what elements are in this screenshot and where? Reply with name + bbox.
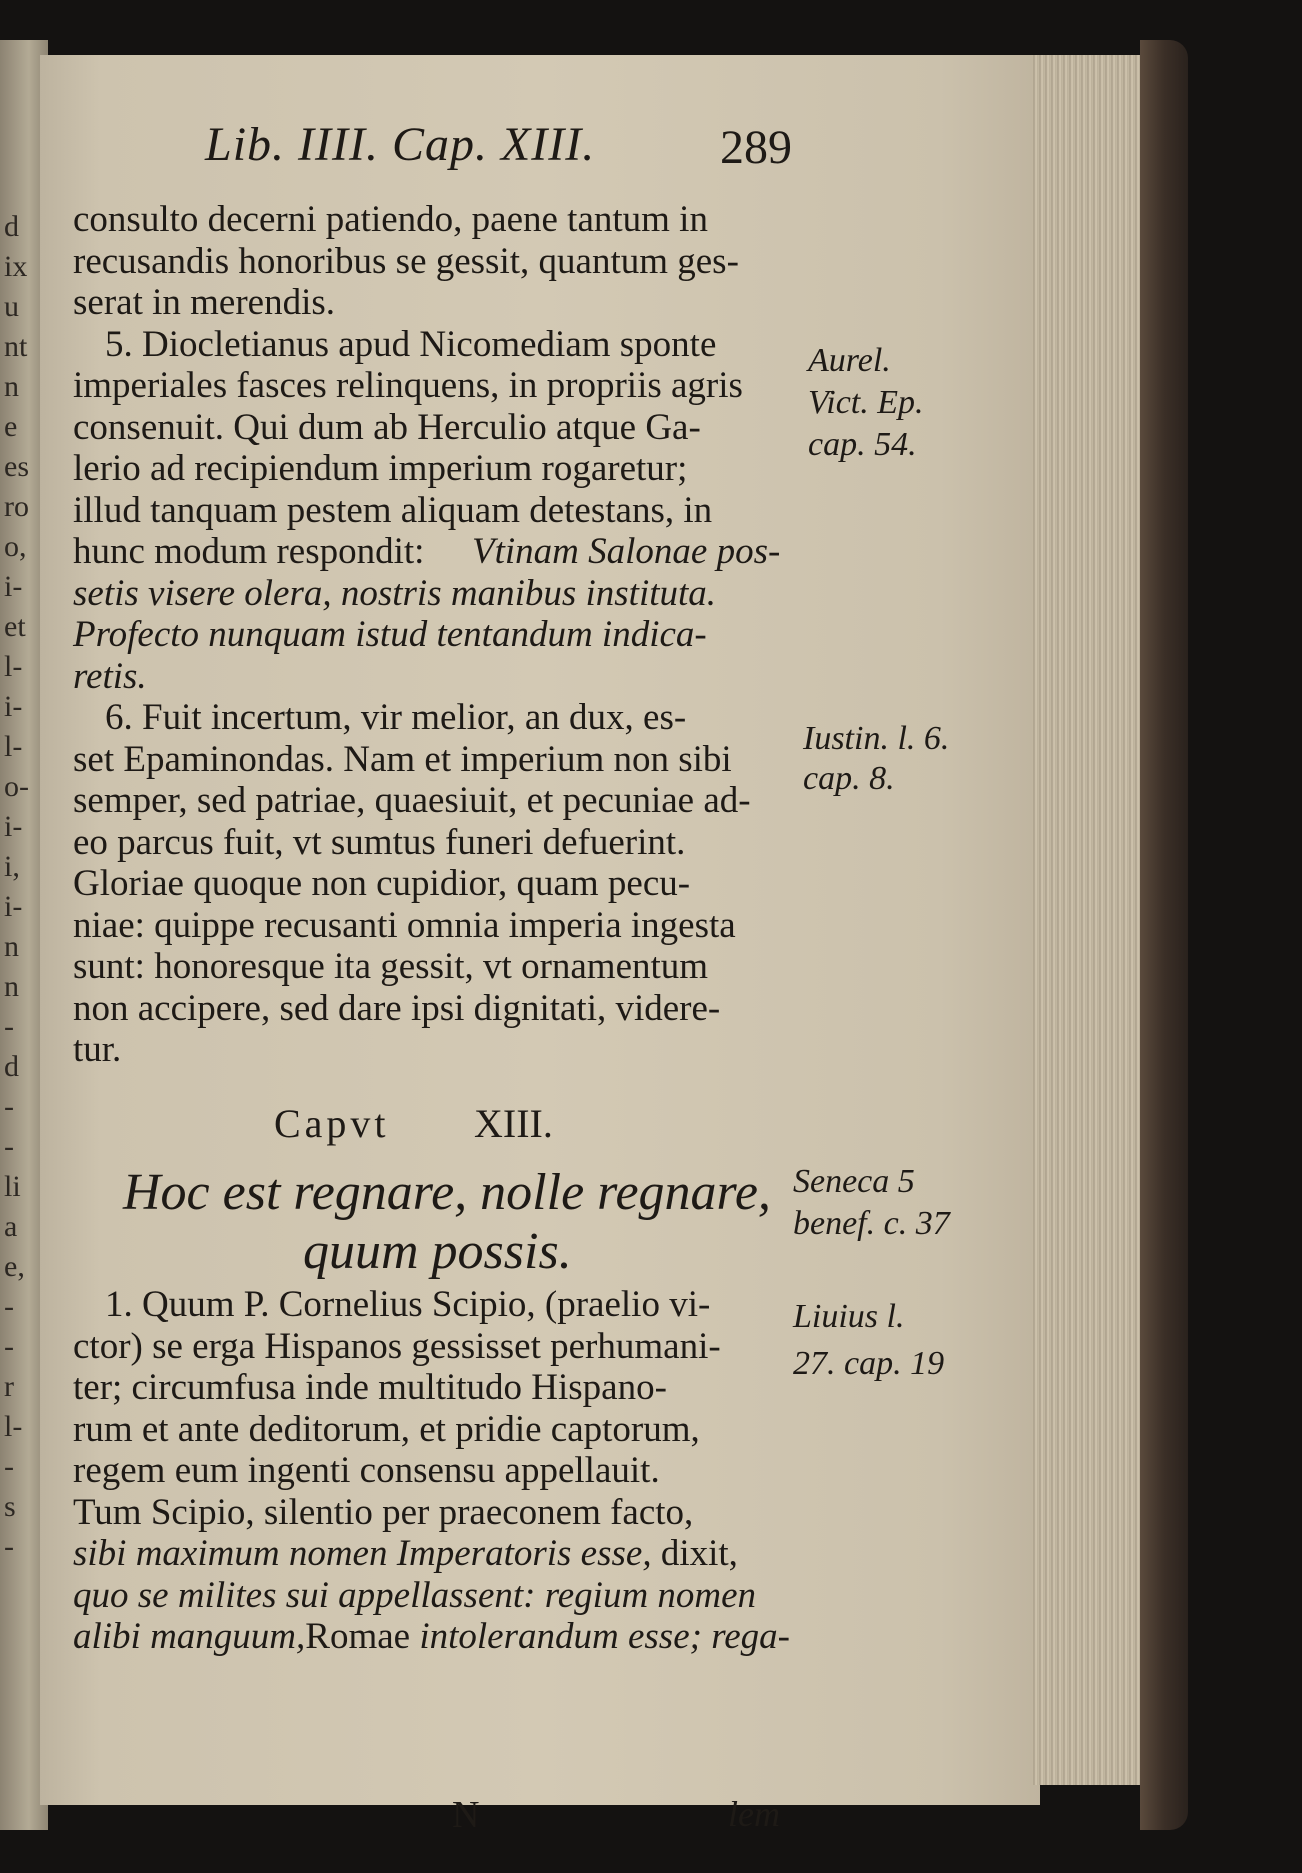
text-line: eo parcus fuit, vt sumtus funeri defuerint. [73,821,686,863]
left-page-fragment: - [4,1450,14,1483]
left-page-fragment: l- [4,650,23,683]
margin-note-seneca-1: Seneca 5 [793,1163,915,1200]
text-line: consulto decerni patiendo, paene tantum in [73,199,708,240]
text-line: lerio ad recipiendum imperium rogaretur; [73,448,688,489]
margin-note-liuius-1: Liuius l. [793,1298,905,1335]
text-line: 5. Diocletianus apud Nicomediam sponte [105,323,717,365]
text-line: non accipere, sed dare ipsi dignitati, videre- [73,987,721,1029]
text-line: sibi maximum nomen Imperatoris esse, dixit, [73,1533,738,1574]
left-page-fragment: l- [4,1410,23,1443]
text-line: rum et ante deditorum, et pridie captorum, [73,1408,700,1450]
left-page-fragment: - [4,1130,14,1163]
left-page-fragment: d [4,1050,19,1083]
text-line: semper, sed patriae, quaesiuit, et pecuniae ad- [73,780,751,821]
page-fore-edge [1032,55,1152,1785]
margin-note-liuius-2: 27. cap. 19 [793,1345,945,1382]
left-page-fragment: - [4,1090,14,1123]
left-page-fragment: i- [4,890,23,923]
margin-note-seneca-2: benef. c. 37 [793,1205,950,1242]
left-page-fragment: o, [4,530,27,563]
left-page-fragment: i- [4,570,23,603]
chapter-caput: Capvt [274,1101,390,1146]
left-page-fragment: - [4,1290,14,1323]
left-page-fragment: a [4,1210,18,1243]
margin-note-aurel-2: Vict. Ep. [808,384,924,421]
left-page-fragment: i- [4,690,23,723]
left-page-fragment: - [4,1330,14,1363]
text-line: retis. [73,655,147,697]
text-line: 6. Fuit incertum, vir melior, an dux, es- [105,697,687,738]
text-line: alibi manguum,Romae intolerandum esse; rega- [73,1616,790,1657]
left-page-fragment: - [4,1530,14,1563]
text-line: set Epaminondas. Nam et imperium non sibi [73,738,732,780]
page-number: 289 [720,121,792,174]
left-page-fragment: nt [4,330,28,363]
left-page-fragment: e [4,410,18,443]
left-page-fragment: l- [4,730,23,763]
catchword: lem [728,1794,780,1834]
margin-note-aurel-3: cap. 54. [808,426,917,463]
left-page-fragment: et [4,610,26,643]
left-page-fragment: ix [4,250,28,283]
text-line: consenuit. Qui dum ab Herculio atque Ga- [73,406,701,448]
left-page-fragment: s [4,1490,16,1523]
left-page-fragment: i- [4,810,23,843]
running-title: Lib. IIII. Cap. XIII. [205,118,596,171]
quote-line: Vtinam Salonae pos- [472,531,781,572]
left-page-fragment: li [4,1170,21,1203]
chapter-title-line1: Hoc est regnare, nolle regnare, [123,1164,771,1221]
text-line: setis visere olera, nostris manibus instituta. [73,572,717,614]
text-line: niae: quippe recusanti omnia imperia ingesta [73,904,736,946]
left-page-fragment: n [4,370,19,403]
left-page-fragment: n [4,970,19,1003]
left-page-fragment: - [4,1010,14,1043]
text-line: sunt: honoresque ita gessit, vt ornamentum [73,946,709,987]
left-page-fragment: es [4,450,29,483]
signature-mark: N [452,1794,480,1836]
text-line: ter; circumfusa inde multitudo Hispano- [73,1367,667,1408]
text-line: imperiales fasces relinquens, in propriis agris [73,365,743,406]
chapter-title-line2: quum possis. [303,1223,572,1280]
text-line: recusandis honoribus se gessit, quantum ges- [73,240,739,282]
book-cover [1140,40,1188,1830]
left-page-fragment: ro [4,490,29,523]
left-page-fragment: n [4,930,19,963]
margin-note-aurel-1: Aurel. [808,342,891,379]
left-page-fragment: r [4,1370,14,1403]
text-line: Tum Scipio, silentio per praeconem facto, [73,1491,694,1533]
text-line: quo se milites sui appellassent: regium nomen [73,1574,757,1616]
text-line: tur. [73,1029,122,1070]
left-page-fragment: o- [4,770,29,803]
left-page-fragment: e, [4,1250,25,1283]
text-line: illud tanquam pestem aliquam detestans, in [73,489,713,531]
left-page-fragment: d [4,210,19,243]
margin-note-iustin-1: Iustin. l. 6. [803,720,950,757]
left-page-fragment: u [4,290,19,323]
text-line: serat in merendis. [73,282,335,323]
text-line: ctor) se erga Hispanos gessisset perhumani- [73,1325,721,1367]
text-line: hunc modum respondit: [73,531,425,572]
text-line: 1. Quum P. Cornelius Scipio, (praelio vi- [105,1284,711,1325]
left-page-fragment: i, [4,850,20,883]
text-line: Gloriae quoque non cupidior, quam pecu- [73,863,691,904]
text-line: Profecto nunquam istud tentandum indica- [73,614,707,655]
margin-note-iustin-2: cap. 8. [803,760,895,797]
text-line: regem eum ingenti consensu appellauit. [73,1450,660,1491]
chapter-number: XIII. [474,1101,553,1146]
